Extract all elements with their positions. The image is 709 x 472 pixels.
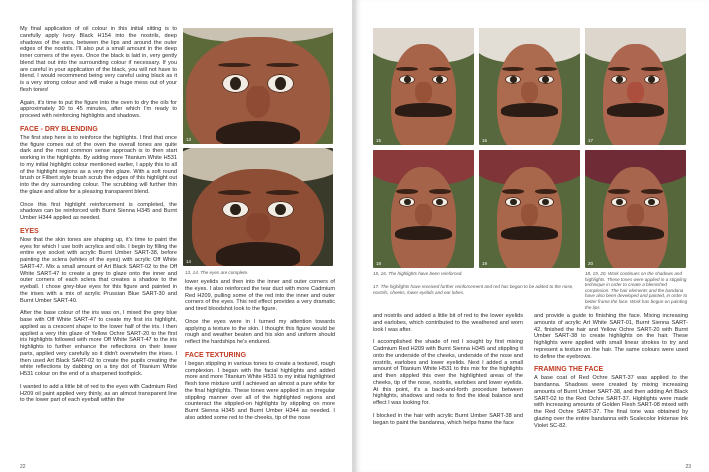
photo-number: 17 bbox=[588, 138, 594, 143]
paragraph: and provide a guide to finishing the face. Mixing increasing amounts of acrylic Art White SART-01, Burnt Sienna SART-42, finished the hair and Yellow Ochre SART-20 with Burnt Umber SART-38 to create highlights on the hair. These highlights were applied with small linear strokes to try and represent a texture on the hair. The same colours were used to define the eyebrows. bbox=[534, 313, 688, 360]
photo-number: 13 bbox=[186, 137, 192, 142]
photo-18 bbox=[373, 150, 474, 268]
photo-17 bbox=[585, 28, 686, 145]
right-text-column-2 bbox=[534, 313, 688, 435]
paragraph: lower eyelids and then into the inner and outer corners of the eyes. I also reinforced the tear duct with more Cadmium Red H209, pulling some of the red into the inner and outer corners of the eyes. This red effect provides a very dramatic and tired bloodshot look to the figure. bbox=[185, 279, 335, 312]
photo-number: 19 bbox=[482, 261, 488, 266]
caption-13-14: 13, 14. The eyes are complete. bbox=[185, 270, 249, 275]
section-heading: FACE TEXTURING bbox=[185, 351, 247, 359]
paragraph: Once this first highlight reinforcement is completed, the shadows can be reinforced with Burnt Sienna H345 and Burnt Umber H344 applied as needed. bbox=[20, 201, 177, 221]
paragraph: Again, it's time to put the figure into the oven to dry the oils for approximately 30 to 45 minutes, after which I'm ready to proceed with reinforcing highlights and shadows. bbox=[20, 99, 177, 119]
photo-20 bbox=[585, 150, 686, 268]
photo-number: 20 bbox=[588, 261, 594, 266]
photo-19 bbox=[479, 150, 580, 268]
paragraph: I accomplished the shade of red I sought by first mixing Cadmium Red H209 with Burnt Sienna H345 and stippling it onto the underside of the cheeks, underside of the nose and nostrils, earlobes and lower eyelids. Next I added a small amount of Titanium White H531 to this mix for the highlights and then stippled this over the highlighted areas of the cheeks, tip of the nose, nostrils, earlobes and lower eyelids. At this point, it's a back-and-forth procedure between highlights, shadows and reds to find the ideal balance and effect I was looking for. bbox=[373, 339, 523, 406]
photo-15 bbox=[373, 28, 474, 145]
photo-number: 14 bbox=[186, 259, 192, 264]
paragraph: Now that the skin tones are shaping up, it's time to paint the eyes for which I use both acrylics and oils. I begin by filling the entire eye socket with acrylic Burnt Umber SART-38, before painting the sclera (whites of the eyes) with acrylic Off White SART-47. Mix a small amount of Art Black SART-02 to the Off White SART-47 to create a grey to glaze onto the inner and outer corners of each sclera that creates a shadow to the eyeball. I chose grey-blue eyes for this figure and painted in the irises with a mix of acrylic Prussian Blue SART-30 and Burnt Umber SART-40. bbox=[20, 236, 177, 304]
paragraph: and nostrils and added a little bit of red to the lower eyelids and earlobes, which contributed to the weathered and worn look I was after. bbox=[373, 313, 523, 333]
right-page bbox=[354, 0, 709, 472]
photo-number: 18 bbox=[376, 261, 382, 266]
section-heading: FACE - DRY BLENDING bbox=[20, 125, 98, 133]
right-text-column-1 bbox=[373, 313, 523, 432]
section-heading: FRAMING THE FACE bbox=[534, 366, 604, 374]
photo-number: 15 bbox=[376, 138, 382, 143]
caption-15-16: 15, 16. The highlights have been reinforced. bbox=[373, 271, 463, 276]
photo-16 bbox=[479, 28, 580, 145]
paragraph: I wanted to add a little bit of red to the eyes with Cadmium Red H209 oil paint applied very thinly, as an almost transparent line to the lower part of each eyeball within the bbox=[20, 383, 177, 404]
left-text-column bbox=[20, 26, 177, 410]
paragraph: The first step here is to reinforce the highlights. I find that once the figure comes out of the oven the overall tones are quite dark and the most common sense approach is to then start working in the highlights. By adding more Titanium White H531 to my initial highlight colour mentioned earlier, I apply this to all of the highlight regions as a very thin glaze. With a soft round brush or Filbert style brush scrub the edges of this highlight out into the dry surrounding colour. The scrubbing will further thin the glaze and allow for a pleasing transparent blend. bbox=[20, 134, 177, 195]
page-number: 22 bbox=[20, 464, 26, 470]
photo-13-face-eyes bbox=[183, 28, 333, 144]
photo-14-face-eyes bbox=[183, 148, 333, 266]
paragraph: After the base colour of the iris was on, I mixed the grey blue base with Off White SART-47 to create my first iris highlight, applied as a crescent shape to the lower half of the iris. I then applied a very thin glaze of Yellow Ochre SART-20 to the first iris highlights followed with more Off White SART-47 to the iris highlights to further enhance the reflections on their lower parts, applied very carefully so it didn't overwhelm the irises. I then used Art Black SART-02 to create the pupils creating the white reflections by dabbing on a tiny dot of Titanium White H531 colour on the end of a sharpened toothpick. bbox=[20, 310, 177, 377]
caption-18-19-20: 18, 19, 20. Work continues on the shadows and highlights. These tones were applied in a stippling technique in order to create a blemished complexion. The hair elements and the bandana have also been developed and painted, in order to better frame the face. Work has begun on painting the lips. bbox=[585, 271, 688, 310]
paragraph: A base coat of Red Ochre SART-37 was applied to the bandanna. Shadows were created by mixing increasing amounts of Burnt Umber SART-38, and then adding Art Black SART-02 to the Red Ochre SART-37. Highlights were made with increasing amounts of Golden Flesh SART-08 mixed with the Red Ochre SART-37. The final tone was obtained by glazing over the entire bandanna with Scalecolor Inktense Ink Violet SC-82. bbox=[534, 375, 688, 429]
left-text-column-2 bbox=[185, 279, 335, 428]
paragraph: I blocked in the hair with acrylic Burnt Umber SART-38 and began to paint the bandanna, which helps frame the face bbox=[373, 412, 523, 426]
caption-17: 17. The highlights have received further reinforcement and red has begun to be added to the nose, nostrils, cheeks, lower eyelids and ear lobes. bbox=[373, 284, 574, 295]
intro-paragraph: My final application of oil colour in this initial sitting is to carefully apply Ivory Black H154 into the nostrils, deep shadows of the ears, between the lips and around the outer edges of the nostrils. I'll also put a small amount in the deep inner corners of the eyes. Once the black is laid in, very gently blend that out into the surrounding colour if necessary. If you are careful in your application of the black, you will not have to blend. I would recommend being very careful using black as it is a very strong colour and will make a huge mess out of your flesh tones! bbox=[20, 26, 177, 93]
photo-number: 16 bbox=[482, 138, 488, 143]
left-page bbox=[0, 0, 352, 472]
paragraph: Once the eyes were in I turned my attention towards applying a texture to the skin. I thought this figure would be rough and weather beaten and his skin and uniform should reflect the hardships he's endured. bbox=[185, 318, 335, 345]
paragraph: I began stippling in various tones to create a textured, rough complexion. I began with the facial highlights and added more and more Titanium White H531 to my initial highlighted flesh tone mixture until I achieved an almost a pure white for the final highlights. These tones were applied in an irregular stippling manner over all of the highlighted regions and counteract the stippled-on highlights by stippling on more Burnt Sienna H345 and Burnt Umber H344 as needed. I also added some red to the cheeks, tip of the nose bbox=[185, 360, 335, 421]
page-number: 23 bbox=[685, 464, 691, 470]
section-heading: EYES bbox=[20, 227, 39, 235]
